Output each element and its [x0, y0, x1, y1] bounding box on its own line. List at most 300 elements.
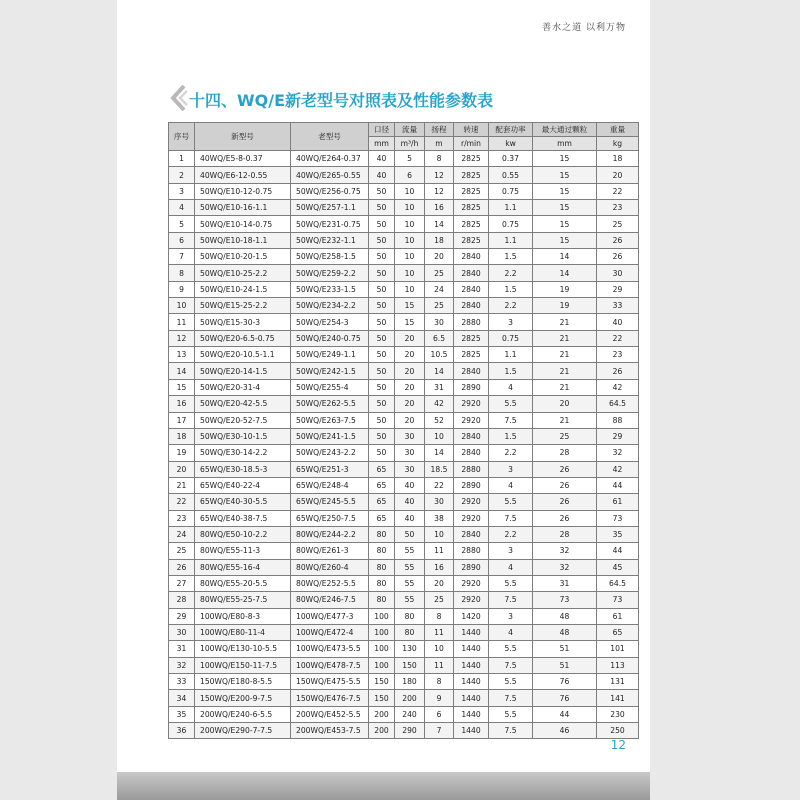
cell-flow: 10	[395, 265, 425, 281]
cell-old-model: 100WQ/E473-5.5	[291, 641, 369, 657]
cell-diameter: 50	[369, 396, 395, 412]
cell-new-model: 200WQ/E240-6-5.5	[195, 706, 291, 722]
cell-diameter: 50	[369, 445, 395, 461]
cell-weight: 88	[597, 412, 639, 428]
cell-flow: 10	[395, 281, 425, 297]
cell-particle: 48	[533, 608, 597, 624]
cell-diameter: 80	[369, 592, 395, 608]
cell-new-model: 50WQ/E20-31-4	[195, 379, 291, 395]
cell-diameter: 50	[369, 232, 395, 248]
cell-new-model: 40WQ/E5-8-0.37	[195, 151, 291, 167]
cell-speed: 1440	[454, 706, 489, 722]
cell-diameter: 50	[369, 281, 395, 297]
cell-old-model: 50WQ/E241-1.5	[291, 428, 369, 444]
cell-particle: 73	[533, 592, 597, 608]
cell-power: 3	[489, 543, 533, 559]
cell-power: 3	[489, 608, 533, 624]
table-row	[169, 510, 639, 526]
cell-old-model: 150WQ/E475-5.5	[291, 674, 369, 690]
spec-table-body	[169, 151, 639, 739]
table-row	[169, 690, 639, 706]
cell-diameter: 150	[369, 690, 395, 706]
table-row	[169, 151, 639, 167]
cell-power: 4	[489, 477, 533, 493]
cell-new-model: 50WQ/E15-25-2.2	[195, 298, 291, 314]
cell-new-model: 100WQ/E150-11-7.5	[195, 657, 291, 673]
table-row	[169, 477, 639, 493]
cell-index: 28	[169, 592, 195, 608]
cell-new-model: 50WQ/E10-20-1.5	[195, 249, 291, 265]
cell-particle: 51	[533, 641, 597, 657]
cell-head: 16	[425, 200, 454, 216]
cell-flow: 20	[395, 330, 425, 346]
cell-head: 7	[425, 723, 454, 739]
table-row	[169, 412, 639, 428]
cell-new-model: 80WQ/E55-20-5.5	[195, 575, 291, 591]
cell-speed: 2825	[454, 200, 489, 216]
cell-old-model: 50WQ/E240-0.75	[291, 330, 369, 346]
cell-weight: 42	[597, 461, 639, 477]
cell-old-model: 65WQ/E250-7.5	[291, 510, 369, 526]
unit-particle: mm	[533, 137, 597, 151]
col-header-new-model: 新型号	[195, 123, 291, 151]
cell-power: 2.2	[489, 298, 533, 314]
cell-weight: 22	[597, 330, 639, 346]
cell-power: 5.5	[489, 674, 533, 690]
header-slogan: 善水之道 以利万物	[542, 23, 626, 33]
cell-flow: 80	[395, 624, 425, 640]
cell-weight: 42	[597, 379, 639, 395]
cell-head: 31	[425, 379, 454, 395]
cell-new-model: 65WQ/E40-30-5.5	[195, 494, 291, 510]
cell-power: 7.5	[489, 690, 533, 706]
cell-flow: 30	[395, 461, 425, 477]
cell-index: 20	[169, 461, 195, 477]
cell-index: 29	[169, 608, 195, 624]
cell-old-model: 100WQ/E478-7.5	[291, 657, 369, 673]
cell-diameter: 50	[369, 249, 395, 265]
cell-index: 30	[169, 624, 195, 640]
cell-new-model: 100WQ/E130-10-5.5	[195, 641, 291, 657]
cell-old-model: 50WQ/E232-1.1	[291, 232, 369, 248]
cell-head: 12	[425, 167, 454, 183]
cell-new-model: 100WQ/E80-8-3	[195, 608, 291, 624]
cell-weight: 29	[597, 428, 639, 444]
cell-flow: 10	[395, 183, 425, 199]
cell-flow: 150	[395, 657, 425, 673]
cell-diameter: 50	[369, 216, 395, 232]
cell-flow: 80	[395, 608, 425, 624]
cell-head: 11	[425, 657, 454, 673]
cell-old-model: 50WQ/E257-1.1	[291, 200, 369, 216]
cell-new-model: 50WQ/E20-52-7.5	[195, 412, 291, 428]
cell-old-model: 50WQ/E243-2.2	[291, 445, 369, 461]
cell-diameter: 100	[369, 624, 395, 640]
cell-new-model: 80WQ/E55-25-7.5	[195, 592, 291, 608]
cell-diameter: 50	[369, 265, 395, 281]
cell-diameter: 40	[369, 151, 395, 167]
cell-new-model: 150WQ/E180-8-5.5	[195, 674, 291, 690]
table-row	[169, 624, 639, 640]
cell-head: 25	[425, 265, 454, 281]
cell-flow: 40	[395, 510, 425, 526]
cell-diameter: 40	[369, 167, 395, 183]
cell-diameter: 200	[369, 706, 395, 722]
table-row	[169, 216, 639, 232]
cell-particle: 15	[533, 167, 597, 183]
cell-particle: 15	[533, 183, 597, 199]
table-row	[169, 232, 639, 248]
cell-speed: 2840	[454, 526, 489, 542]
cell-new-model: 50WQ/E20-42-5.5	[195, 396, 291, 412]
cell-power: 1.5	[489, 428, 533, 444]
cell-particle: 28	[533, 445, 597, 461]
cell-speed: 2840	[454, 298, 489, 314]
cell-old-model: 40WQ/E264-0.37	[291, 151, 369, 167]
cell-head: 20	[425, 249, 454, 265]
cell-new-model: 80WQ/E50-10-2.2	[195, 526, 291, 542]
cell-head: 25	[425, 592, 454, 608]
table-row	[169, 461, 639, 477]
cell-speed: 1440	[454, 723, 489, 739]
cell-power: 7.5	[489, 657, 533, 673]
cell-particle: 19	[533, 281, 597, 297]
cell-speed: 2825	[454, 330, 489, 346]
cell-particle: 32	[533, 559, 597, 575]
spec-table-wrapper	[168, 122, 638, 739]
cell-old-model: 50WQ/E263-7.5	[291, 412, 369, 428]
cell-index: 24	[169, 526, 195, 542]
table-row	[169, 347, 639, 363]
cell-power: 0.75	[489, 330, 533, 346]
cell-weight: 30	[597, 265, 639, 281]
cell-index: 25	[169, 543, 195, 559]
page-title: 十四、WQ/E新老型号对照表及性能参数表	[189, 91, 494, 110]
cell-new-model: 40WQ/E6-12-0.55	[195, 167, 291, 183]
cell-old-model: 80WQ/E261-3	[291, 543, 369, 559]
cell-power: 5.5	[489, 641, 533, 657]
cell-power: 2.2	[489, 445, 533, 461]
cell-particle: 21	[533, 330, 597, 346]
cell-weight: 61	[597, 608, 639, 624]
cell-index: 34	[169, 690, 195, 706]
cell-head: 9	[425, 690, 454, 706]
cell-index: 33	[169, 674, 195, 690]
cell-flow: 55	[395, 592, 425, 608]
cell-index: 6	[169, 232, 195, 248]
table-row	[169, 445, 639, 461]
cell-weight: 45	[597, 559, 639, 575]
table-row	[169, 396, 639, 412]
cell-head: 11	[425, 543, 454, 559]
col-header-old-model: 老型号	[291, 123, 369, 151]
cell-index: 36	[169, 723, 195, 739]
cell-new-model: 50WQ/E20-10.5-1.1	[195, 347, 291, 363]
table-row	[169, 543, 639, 559]
cell-power: 1.5	[489, 249, 533, 265]
cell-old-model: 50WQ/E231-0.75	[291, 216, 369, 232]
cell-diameter: 200	[369, 723, 395, 739]
cell-index: 16	[169, 396, 195, 412]
cell-power: 7.5	[489, 412, 533, 428]
cell-power: 5.5	[489, 396, 533, 412]
cell-particle: 15	[533, 200, 597, 216]
cell-diameter: 50	[369, 428, 395, 444]
cell-power: 0.55	[489, 167, 533, 183]
cell-power: 1.5	[489, 363, 533, 379]
cell-old-model: 200WQ/E452-5.5	[291, 706, 369, 722]
cell-old-model: 65WQ/E245-5.5	[291, 494, 369, 510]
cell-particle: 26	[533, 510, 597, 526]
document-page	[117, 0, 650, 800]
cell-speed: 2840	[454, 363, 489, 379]
cell-weight: 230	[597, 706, 639, 722]
cell-weight: 64.5	[597, 396, 639, 412]
cell-speed: 1440	[454, 641, 489, 657]
cell-old-model: 80WQ/E252-5.5	[291, 575, 369, 591]
cell-power: 3	[489, 314, 533, 330]
cell-flow: 5	[395, 151, 425, 167]
cell-diameter: 80	[369, 526, 395, 542]
cell-speed: 2825	[454, 347, 489, 363]
cell-diameter: 100	[369, 641, 395, 657]
cell-old-model: 50WQ/E262-5.5	[291, 396, 369, 412]
cell-particle: 14	[533, 265, 597, 281]
cell-weight: 65	[597, 624, 639, 640]
cell-power: 4	[489, 379, 533, 395]
cell-head: 10	[425, 526, 454, 542]
cell-speed: 2920	[454, 396, 489, 412]
cell-head: 24	[425, 281, 454, 297]
cell-power: 5.5	[489, 706, 533, 722]
cell-speed: 2920	[454, 592, 489, 608]
table-row	[169, 674, 639, 690]
unit-head: m	[425, 137, 454, 151]
cell-index: 10	[169, 298, 195, 314]
cell-flow: 40	[395, 494, 425, 510]
cell-new-model: 50WQ/E10-25-2.2	[195, 265, 291, 281]
cell-index: 9	[169, 281, 195, 297]
cell-power: 2.2	[489, 526, 533, 542]
cell-index: 17	[169, 412, 195, 428]
cell-diameter: 50	[369, 347, 395, 363]
cell-particle: 15	[533, 216, 597, 232]
cell-flow: 10	[395, 249, 425, 265]
table-row	[169, 363, 639, 379]
cell-head: 6.5	[425, 330, 454, 346]
unit-diameter: mm	[369, 137, 395, 151]
unit-speed: r/min	[454, 137, 489, 151]
cell-old-model: 200WQ/E453-7.5	[291, 723, 369, 739]
cell-power: 1.1	[489, 200, 533, 216]
cell-power: 3	[489, 461, 533, 477]
page-bottom-edge	[117, 772, 650, 800]
table-row	[169, 723, 639, 739]
cell-diameter: 100	[369, 608, 395, 624]
unit-flow: m³/h	[395, 137, 425, 151]
cell-head: 8	[425, 151, 454, 167]
cell-diameter: 50	[369, 330, 395, 346]
table-row	[169, 314, 639, 330]
cell-flow: 40	[395, 477, 425, 493]
cell-particle: 76	[533, 674, 597, 690]
cell-weight: 23	[597, 347, 639, 363]
cell-index: 3	[169, 183, 195, 199]
cell-index: 21	[169, 477, 195, 493]
cell-index: 18	[169, 428, 195, 444]
cell-head: 30	[425, 314, 454, 330]
table-row	[169, 494, 639, 510]
cell-old-model: 65WQ/E248-4	[291, 477, 369, 493]
page-number: 12	[610, 738, 626, 752]
table-row	[169, 183, 639, 199]
cell-old-model: 100WQ/E472-4	[291, 624, 369, 640]
cell-speed: 1440	[454, 657, 489, 673]
cell-index: 31	[169, 641, 195, 657]
cell-head: 18.5	[425, 461, 454, 477]
table-row	[169, 265, 639, 281]
cell-index: 8	[169, 265, 195, 281]
cell-old-model: 50WQ/E259-2.2	[291, 265, 369, 281]
cell-speed: 2840	[454, 445, 489, 461]
cell-diameter: 65	[369, 494, 395, 510]
cell-new-model: 50WQ/E10-12-0.75	[195, 183, 291, 199]
cell-old-model: 40WQ/E265-0.55	[291, 167, 369, 183]
cell-weight: 26	[597, 363, 639, 379]
cell-flow: 20	[395, 379, 425, 395]
cell-weight: 40	[597, 314, 639, 330]
cell-speed: 1440	[454, 624, 489, 640]
cell-flow: 20	[395, 363, 425, 379]
cell-power: 1.1	[489, 232, 533, 248]
cell-speed: 2825	[454, 151, 489, 167]
cell-weight: 101	[597, 641, 639, 657]
col-header-index: 序号	[169, 123, 195, 151]
cell-old-model: 50WQ/E249-1.1	[291, 347, 369, 363]
cell-particle: 20	[533, 396, 597, 412]
table-row	[169, 281, 639, 297]
cell-particle: 44	[533, 706, 597, 722]
table-row	[169, 167, 639, 183]
cell-particle: 26	[533, 477, 597, 493]
cell-new-model: 50WQ/E30-14-2.2	[195, 445, 291, 461]
table-row	[169, 200, 639, 216]
cell-old-model: 50WQ/E255-4	[291, 379, 369, 395]
cell-head: 16	[425, 559, 454, 575]
cell-weight: 29	[597, 281, 639, 297]
cell-speed: 2825	[454, 167, 489, 183]
cell-speed: 2840	[454, 281, 489, 297]
cell-particle: 21	[533, 314, 597, 330]
col-header-weight: 重量	[597, 123, 639, 137]
cell-index: 4	[169, 200, 195, 216]
cell-power: 0.75	[489, 216, 533, 232]
cell-head: 14	[425, 216, 454, 232]
cell-old-model: 50WQ/E256-0.75	[291, 183, 369, 199]
cell-flow: 290	[395, 723, 425, 739]
cell-particle: 15	[533, 232, 597, 248]
cell-index: 14	[169, 363, 195, 379]
cell-head: 10	[425, 641, 454, 657]
cell-weight: 32	[597, 445, 639, 461]
cell-head: 10	[425, 428, 454, 444]
cell-particle: 26	[533, 494, 597, 510]
cell-new-model: 200WQ/E290-7-7.5	[195, 723, 291, 739]
cell-particle: 21	[533, 363, 597, 379]
cell-head: 8	[425, 608, 454, 624]
cell-power: 5.5	[489, 494, 533, 510]
cell-weight: 25	[597, 216, 639, 232]
cell-head: 12	[425, 183, 454, 199]
cell-speed: 2880	[454, 461, 489, 477]
cell-flow: 240	[395, 706, 425, 722]
cell-particle: 15	[533, 151, 597, 167]
cell-head: 42	[425, 396, 454, 412]
cell-power: 1.1	[489, 347, 533, 363]
cell-speed: 2825	[454, 183, 489, 199]
cell-particle: 19	[533, 298, 597, 314]
table-row	[169, 657, 639, 673]
cell-diameter: 50	[369, 314, 395, 330]
cell-weight: 26	[597, 249, 639, 265]
cell-index: 7	[169, 249, 195, 265]
cell-old-model: 50WQ/E258-1.5	[291, 249, 369, 265]
cell-weight: 73	[597, 510, 639, 526]
cell-particle: 51	[533, 657, 597, 673]
cell-flow: 200	[395, 690, 425, 706]
cell-new-model: 50WQ/E20-6.5-0.75	[195, 330, 291, 346]
cell-particle: 76	[533, 690, 597, 706]
cell-index: 13	[169, 347, 195, 363]
cell-particle: 26	[533, 461, 597, 477]
cell-power: 4	[489, 624, 533, 640]
cell-new-model: 80WQ/E55-11-3	[195, 543, 291, 559]
cell-speed: 1440	[454, 690, 489, 706]
cell-weight: 131	[597, 674, 639, 690]
table-row	[169, 330, 639, 346]
cell-flow: 55	[395, 559, 425, 575]
cell-power: 7.5	[489, 723, 533, 739]
table-row	[169, 379, 639, 395]
cell-head: 10.5	[425, 347, 454, 363]
cell-old-model: 65WQ/E251-3	[291, 461, 369, 477]
cell-old-model: 50WQ/E254-3	[291, 314, 369, 330]
cell-speed: 2880	[454, 543, 489, 559]
table-row	[169, 298, 639, 314]
cell-speed: 2920	[454, 510, 489, 526]
cell-flow: 20	[395, 412, 425, 428]
cell-index: 26	[169, 559, 195, 575]
col-header-power: 配套功率	[489, 123, 533, 137]
col-header-particle: 最大通过颗粒	[533, 123, 597, 137]
cell-old-model: 100WQ/E477-3	[291, 608, 369, 624]
cell-flow: 130	[395, 641, 425, 657]
table-row	[169, 559, 639, 575]
cell-head: 22	[425, 477, 454, 493]
cell-weight: 61	[597, 494, 639, 510]
col-header-head: 扬程	[425, 123, 454, 137]
table-row	[169, 706, 639, 722]
cell-diameter: 80	[369, 559, 395, 575]
cell-diameter: 150	[369, 674, 395, 690]
cell-flow: 10	[395, 232, 425, 248]
cell-power: 0.37	[489, 151, 533, 167]
cell-weight: 35	[597, 526, 639, 542]
table-row	[169, 641, 639, 657]
cell-new-model: 50WQ/E30-10-1.5	[195, 428, 291, 444]
cell-old-model: 80WQ/E246-7.5	[291, 592, 369, 608]
cell-new-model: 65WQ/E40-22-4	[195, 477, 291, 493]
